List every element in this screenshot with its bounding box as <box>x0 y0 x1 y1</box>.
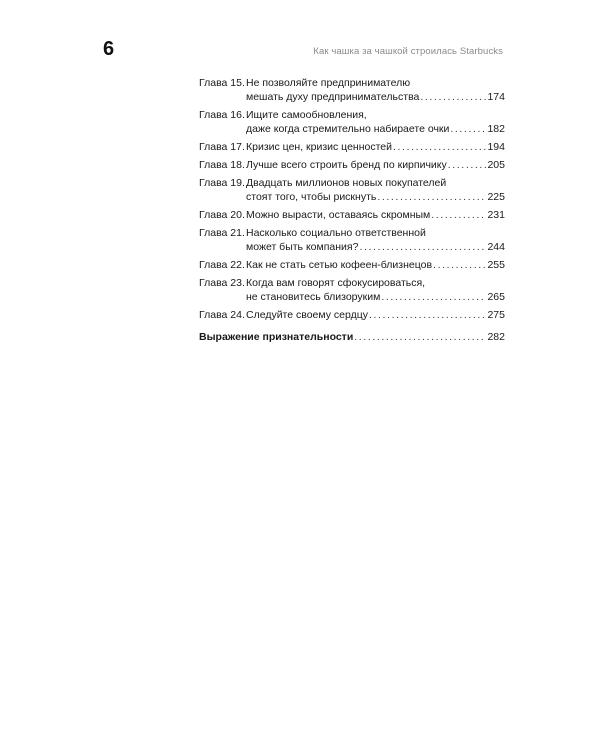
dot-leader <box>431 208 486 222</box>
running-header: Как чашка за чашкой строилась Starbucks <box>313 46 503 57</box>
chapter-title-line: Можно вырасти, оставаясь скромным <box>246 209 431 221</box>
chapter-title-line: стоят того, чтобы рискнуть <box>246 191 377 203</box>
dot-leader <box>359 240 486 254</box>
chapter-page: 231 <box>487 209 505 221</box>
chapter-page: 225 <box>487 191 505 203</box>
chapter-title-line: даже когда стремительно набираете очки <box>246 123 450 135</box>
toc-entry <box>199 276 505 304</box>
toc-entry <box>199 140 505 154</box>
toc-entry <box>199 258 505 272</box>
chapter-label: Глава 19. <box>199 177 245 189</box>
chapter-page: 205 <box>487 159 505 171</box>
dot-leader <box>369 308 486 322</box>
chapter-title-line: может быть компания? <box>246 241 359 253</box>
dot-leader <box>354 330 486 344</box>
toc-entry <box>199 308 505 322</box>
toc-entry <box>199 76 505 104</box>
chapter-label: Глава 18. <box>199 159 245 171</box>
toc-entry <box>199 208 505 222</box>
chapter-label: Глава 15. <box>199 77 245 89</box>
chapter-label: Глава 24. <box>199 309 245 321</box>
dot-leader <box>433 258 486 272</box>
chapter-label: Глава 16. <box>199 109 245 121</box>
chapter-title-line: Кризис цен, кризис ценностей <box>246 141 393 153</box>
acknowledgements-page: 282 <box>487 331 505 343</box>
chapter-page: 244 <box>487 241 505 253</box>
page-number: 6 <box>103 38 115 60</box>
chapter-label: Глава 23. <box>199 277 245 289</box>
acknowledgements-title: Выражение признательности <box>199 331 354 343</box>
chapter-title-line: Когда вам говорят сфокусироваться, <box>246 277 426 289</box>
chapter-title-line: Как не стать сетью кофеен-близнецов <box>246 259 433 271</box>
toc-entry <box>199 226 505 254</box>
dot-leader <box>381 290 486 304</box>
chapter-title-line: Следуйте своему сердцу <box>246 309 368 321</box>
chapter-label: Глава 20. <box>199 209 245 221</box>
chapter-title-line: Ищите самообновления, <box>246 109 367 121</box>
chapter-title-line: Не позволяйте предпринимателю <box>246 77 411 89</box>
toc-entry <box>199 108 505 136</box>
chapter-page: 174 <box>487 91 505 103</box>
chapter-title-line: не становитесь близоруким <box>246 291 381 303</box>
table-of-contents <box>199 76 505 326</box>
toc-entry <box>199 158 505 172</box>
chapter-label: Глава 22. <box>199 259 245 271</box>
chapter-page: 194 <box>487 141 505 153</box>
acknowledgements-entry <box>199 330 505 344</box>
dot-leader <box>450 122 486 136</box>
dot-leader <box>420 90 486 104</box>
chapter-label: Глава 17. <box>199 141 245 153</box>
dot-leader <box>448 158 487 172</box>
chapter-page: 255 <box>487 259 505 271</box>
chapter-title-line: мешать духу предпринимательства <box>246 91 420 103</box>
chapter-page: 265 <box>487 291 505 303</box>
chapter-title-line: Лучше всего строить бренд по кирпичику <box>246 159 447 171</box>
chapter-title-line: Насколько социально ответственной <box>246 227 426 239</box>
toc-entry <box>199 176 505 204</box>
dot-leader <box>377 190 486 204</box>
dot-leader <box>393 140 486 154</box>
chapter-page: 182 <box>487 123 505 135</box>
chapter-title-line: Двадцать миллионов новых покупателей <box>246 177 447 189</box>
chapter-page: 275 <box>487 309 505 321</box>
chapter-label: Глава 21. <box>199 227 245 239</box>
